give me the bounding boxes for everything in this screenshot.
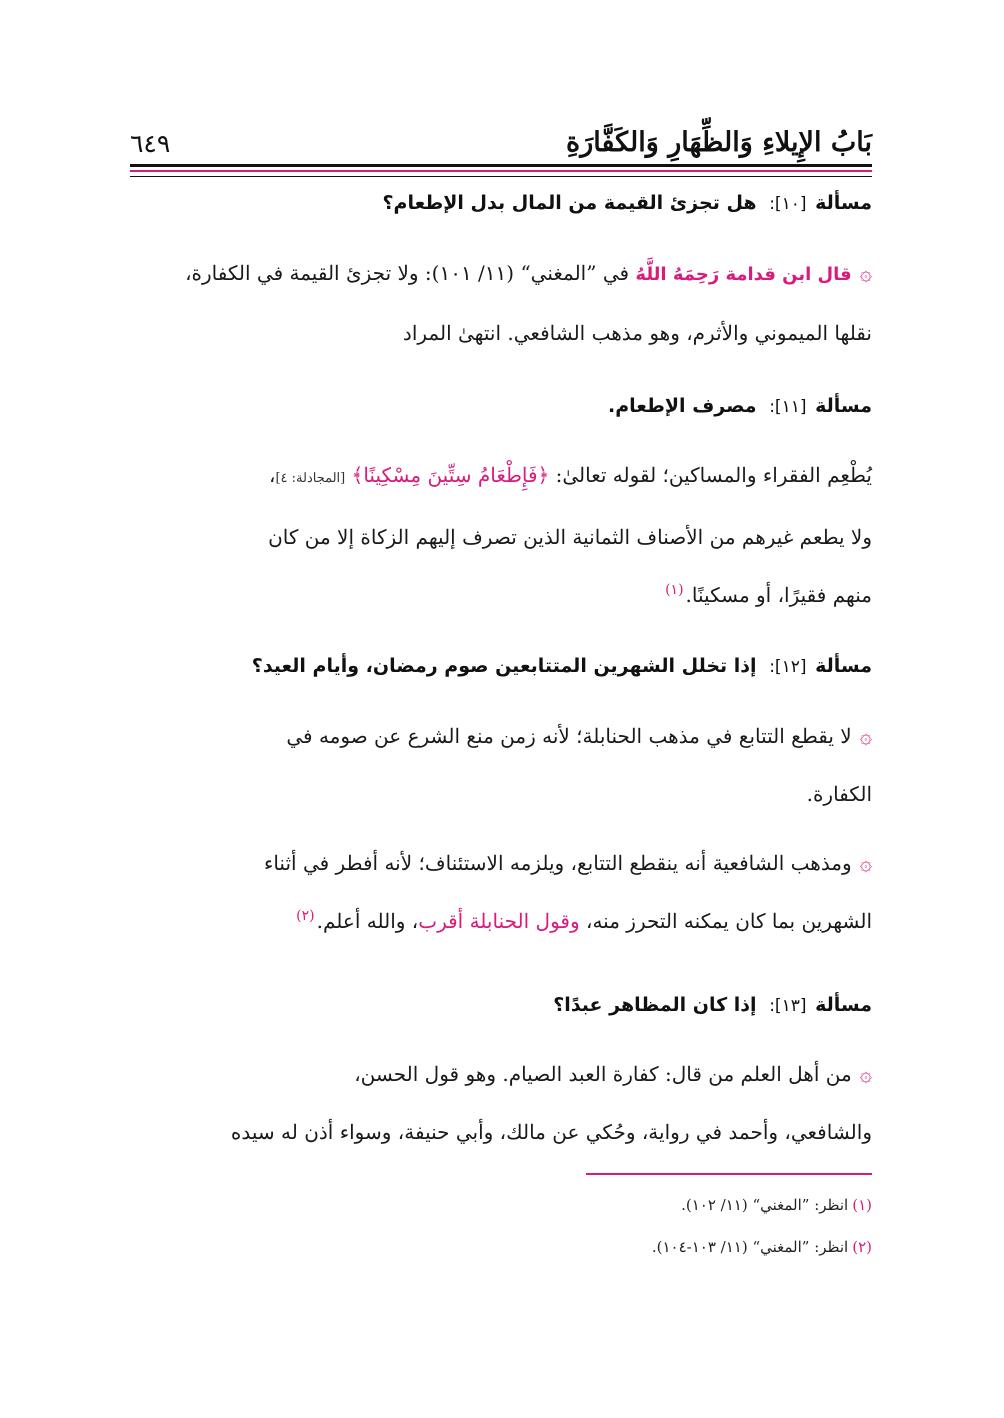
paragraph-text: نقلها الميموني والأثرم، وهو مذهب الشافعي. انتهىٰ المراد [402,321,872,345]
flower-icon: ۞ [859,851,872,875]
paragraph-text: الكفارة. [806,782,872,806]
section-label: مسألة [815,655,872,677]
section-title: مصرف الإطعام. [608,395,757,417]
paragraph-text: ، والله أعلم. [316,909,419,933]
page-number: ٦٤٩ [130,129,171,158]
paragraph-text: من أهل العلم من قال: كفارة العبد الصيام. وهو قول الحسن، [354,1062,852,1086]
footnote-reference[interactable]: (١) [665,582,684,599]
section-title: هل تجزئ القيمة من المال بدل الإطعام؟ [382,192,757,214]
paragraph-text: في ”المغني“ (١١/ ١٠١): ولا تجزئ القيمة في الكفارة، [185,261,630,285]
footnote-mark: (١) [852,1196,872,1214]
paragraph-text: ومذهب الشافعية أنه ينقطع التتابع، ويلزمه الاستئناف؛ لأنه أفطر في أثناء [263,851,852,875]
section-title: إذا كان المظاهر عبدًا؟ [553,994,757,1016]
paragraph-shafii-view [132,834,872,950]
footnote-reference[interactable]: (٢) [296,908,315,925]
section-label: مسألة [815,994,872,1016]
section-heading-13 [132,994,872,1016]
page-header [130,112,872,162]
flower-icon: ۞ [859,1062,872,1086]
highlighted-opinion: وقول الحنابلة أقرب [418,909,580,933]
footnote-1 [132,1196,872,1214]
flower-icon: ۞ [859,261,872,285]
author-name: قال ابن قدامة رَحِمَهُ اللَّهُ [635,264,852,285]
paragraph-text: ولا يطعم غيرهم من الأصناف الثمانية الذين تصرف إليهم الزكاة إلا من كان [268,525,872,549]
section-heading-11 [132,395,872,417]
footnote-text: انظر: ”المغني“ (١١/ ١٠٢). [681,1196,849,1214]
paragraph-text: لا يقطع التتابع في مذهب الحنابلة؛ لأنه زمن منع الشرع عن صومه في [286,724,852,748]
footnote-separator [586,1173,872,1175]
header-rule-pink [130,170,872,172]
paragraph-slave-expiation [132,1045,872,1161]
footnote-2 [132,1238,872,1256]
paragraph-feeding-recipients [132,446,872,624]
paragraph-ibn-qudama [132,244,872,362]
section-label: مسألة [815,192,872,214]
footnote-text: انظر: ”المغني“ (١١/ ١٠٣-١٠٤). [651,1238,849,1256]
section-title: إذا تخلل الشهرين المتتابعين صوم رمضان، وأيام العيد؟ [251,655,757,677]
section-number: [١٠]: [769,194,807,214]
section-heading-12 [132,655,872,677]
verse-reference: [المجادلة: ٤] [275,471,346,486]
paragraph-text: منهم فقيرًا، أو مسكينًا. [685,583,872,607]
flower-icon: ۞ [859,724,872,748]
section-label: مسألة [815,395,872,417]
paragraph-hanbali-continuity [132,707,872,823]
chapter-title: بَابُ الإِيلاءِ وَالظِّهَارِ وَالكَفَّارَةِ [566,127,872,158]
paragraph-text: والشافعي، وأحمد في رواية، وحُكي عن مالك، وأبي حنيفة، وسواء أذن له سيده [230,1120,872,1144]
paragraph-text: يُطْعِم الفقراء والمساكين؛ لقوله تعالىٰ: [555,463,872,487]
section-number: [١١]: [769,397,807,417]
quran-verse: ﴿فَإِطْعَامُ سِتِّينَ مِسْكِينًا﴾ [351,463,550,487]
section-heading-10 [132,192,872,214]
footnote-mark: (٢) [852,1238,872,1256]
section-number: [١٣]: [769,996,807,1016]
header-rule-thin [130,176,872,177]
section-number: [١٢]: [769,657,807,677]
paragraph-text: الشهرين بما كان يمكنه التحرز منه، [586,909,872,933]
header-rule-thick [130,164,872,167]
punctuation: ، [268,463,276,487]
